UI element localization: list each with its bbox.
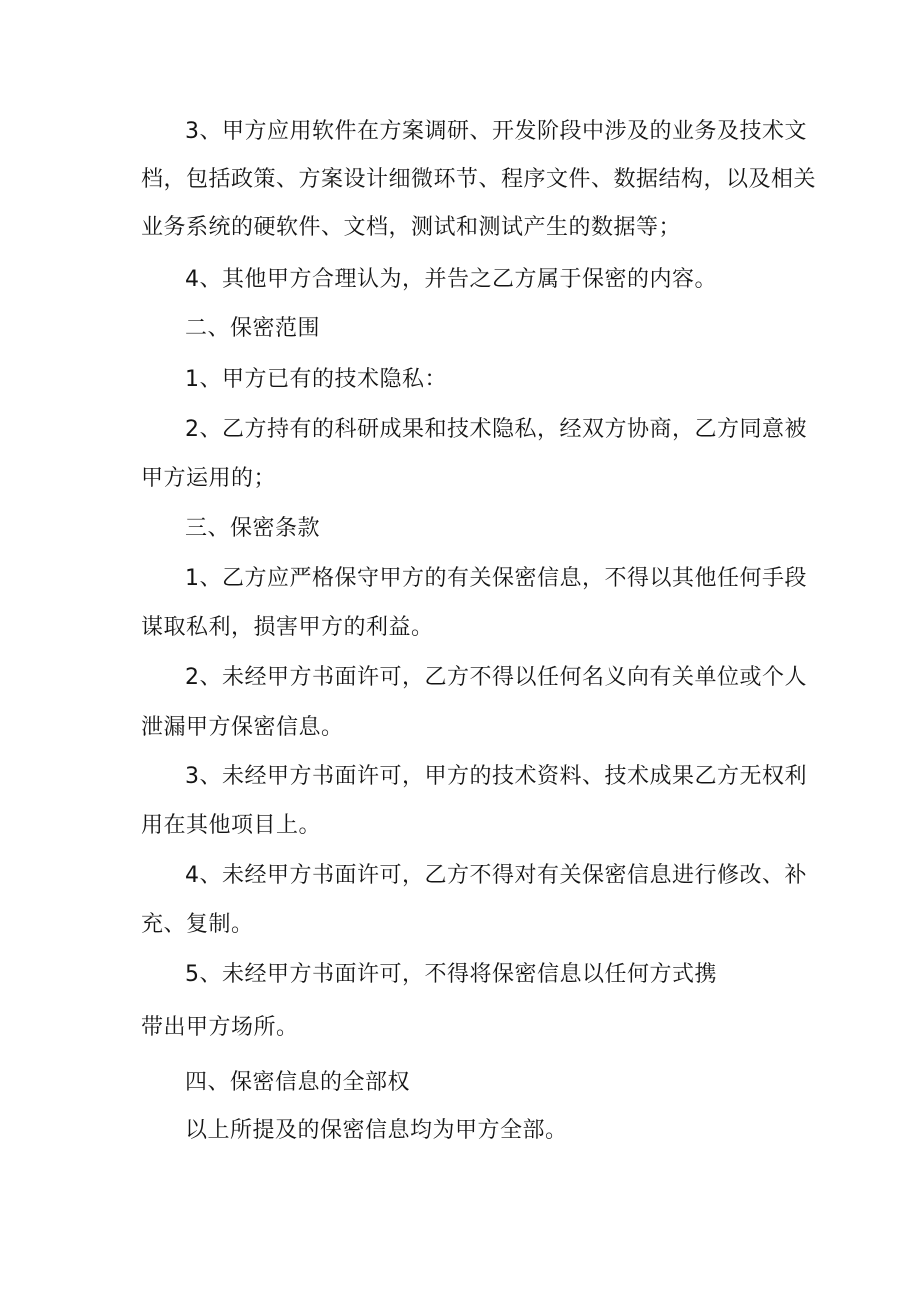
text-line: 4、未经甲方书面许可，乙方不得对有关保密信息进行修改、补: [185, 863, 807, 888]
text-line: 3、未经甲方书面许可，甲方的技术资料、技术成果乙方无权利: [185, 764, 807, 789]
text-line: 带出甲方场所。: [141, 1015, 299, 1040]
text-line: 充、复制。: [141, 912, 254, 937]
text-line: 档，包括政策、方案设计细微环节、程序文件、数据结构，以及相关: [141, 167, 817, 192]
text-line: 1、乙方应严格保守甲方的有关保密信息，不得以其他任何手段: [185, 566, 807, 591]
text-line: 谋取私利，损害甲方的利益。: [141, 615, 434, 640]
section-heading: 三、保密条款: [185, 516, 321, 541]
text-line: 3、甲方应用软件在方案调研、开发阶段中涉及的业务及技术文: [185, 119, 807, 144]
text-line: 用在其他项目上。: [141, 813, 322, 838]
text-line: 业务系统的硬软件、文档，测试和测试产生的数据等；: [141, 215, 682, 240]
text-line: 1、甲方已有的技术隐私：: [185, 367, 447, 392]
text-line: 以上所提及的保密信息均为甲方全部。: [185, 1118, 568, 1143]
section-heading: 二、保密范围: [185, 316, 321, 341]
text-line: 甲方运用的；: [141, 466, 277, 491]
text-line: 2、未经甲方书面许可，乙方不得以任何名义向有关单位或个人: [185, 665, 807, 690]
text-line: 5、未经甲方书面许可，不得将保密信息以任何方式携: [185, 962, 717, 987]
text-line: 4、其他甲方合理认为，并告之乙方属于保密的内容。: [185, 267, 717, 292]
text-line: 2、乙方持有的科研成果和技术隐私，经双方协商，乙方同意被: [185, 417, 807, 442]
section-heading: 四、保密信息的全部权: [185, 1070, 411, 1095]
text-line: 泄漏甲方保密信息。: [141, 715, 344, 740]
